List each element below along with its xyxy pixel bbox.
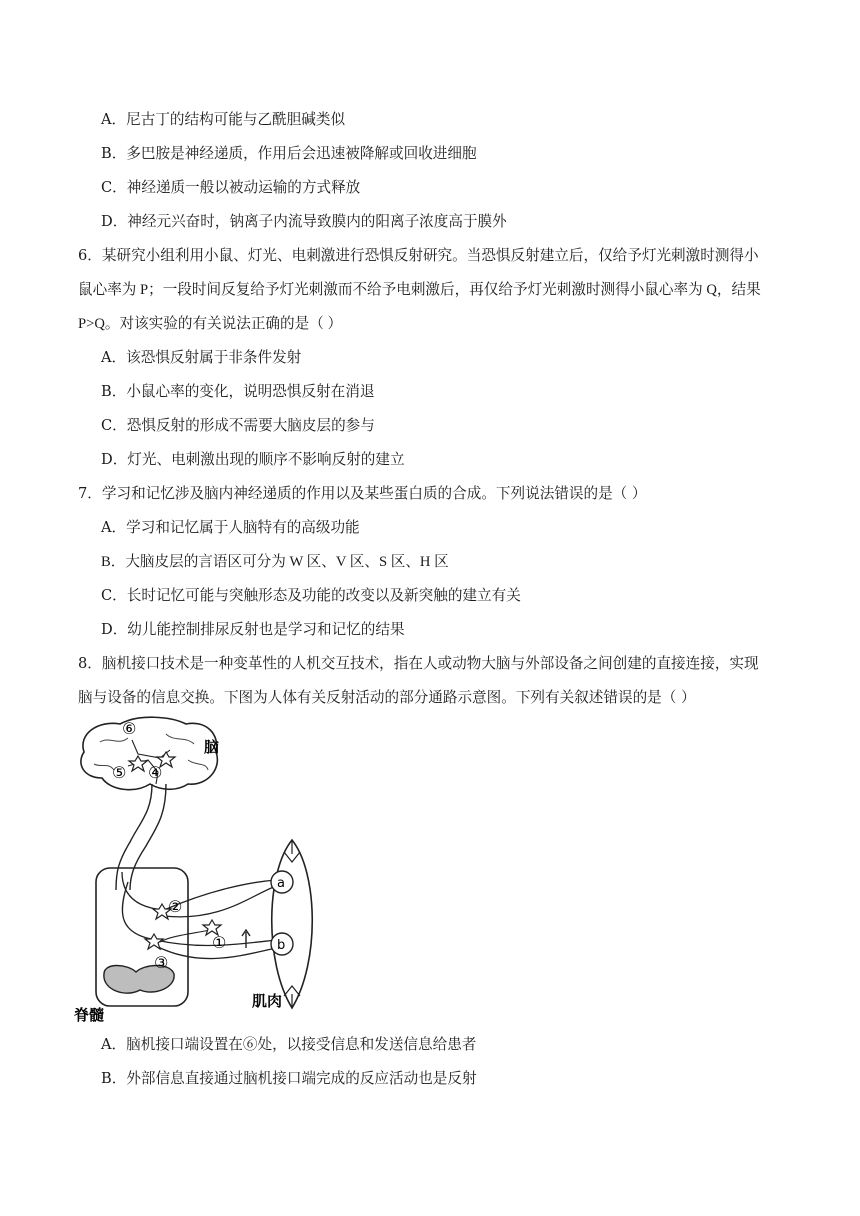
q6-option-c: C．恐惧反射的形成不需要大脑皮层的参与 xyxy=(101,417,375,434)
q7-option-d: D．幼儿能控制排尿反射也是学习和记忆的结果 xyxy=(101,621,405,638)
q5-option-c: C．神经递质一般以被动运输的方式释放 xyxy=(101,179,361,196)
reflex-pathway-diagram xyxy=(70,712,360,1024)
q5-option-d: D．神经元兴奋时，钠离子内流导致膜内的阳离子浓度高于膜外 xyxy=(101,213,507,230)
label-spinal-cord: 脊髓 xyxy=(74,1006,105,1024)
q5-option-a: A．尼古丁的结构可能与乙酰胆碱类似 xyxy=(101,111,346,128)
q5-option-b: B．多巴胺是神经递质，作用后会迅速被降解或回收进细胞 xyxy=(101,145,477,162)
label-n5: ⑤ xyxy=(112,763,127,782)
q6-option-a: A．该恐惧反射属于非条件发射 xyxy=(101,349,302,366)
label-muscle: 肌肉 xyxy=(252,992,283,1010)
neuron-star-3 xyxy=(145,934,163,949)
label-n3: ③ xyxy=(154,953,169,972)
q6-stem-line-2: 鼠心率为 P；一段时间反复给予灯光刺激而不给予电刺激后，再仅给予灯光刺激时测得小鼠心率为 Q，结果 xyxy=(78,282,761,298)
q8-stem-line-2: 脑与设备的信息交换。下图为人体有关反射活动的部分通路示意图。下列有关叙述错误的是（ ） xyxy=(78,689,696,706)
q7-option-a: A．学习和记忆属于人脑特有的高级功能 xyxy=(101,519,360,536)
q6-option-d: D．灯光、电刺激出现的顺序不影响反射的建立 xyxy=(101,451,405,468)
label-n1: ① xyxy=(212,933,227,952)
label-b: b xyxy=(277,938,286,953)
q6-option-b: B．小鼠心率的变化，说明恐惧反射在消退 xyxy=(101,383,375,400)
label-a: a xyxy=(277,876,285,891)
label-n6: ⑥ xyxy=(122,719,137,738)
label-brain: 脑 xyxy=(204,738,220,756)
q8-stem-line-1: 8．脑机接口技术是一种变革性的人机交互技术，指在人或动物大脑与外部设备之间创建的直接连接，实现 xyxy=(78,655,759,672)
q8-option-a: A．脑机接口端设置在⑥处，以接受信息和发送信息给患者 xyxy=(101,1036,477,1053)
label-n4: ④ xyxy=(148,763,163,782)
signal-arrow xyxy=(242,930,250,948)
neuron-star-5 xyxy=(129,756,147,771)
q6-stem-line-1: 6．某研究小组利用小鼠、灯光、电刺激进行恐惧反射研究。当恐惧反射建立后，仅给予灯光刺激时测得小 xyxy=(78,247,759,264)
muscle-outline xyxy=(272,840,313,1008)
q7-stem-line-1: 7．学习和记忆涉及脑内神经递质的作用以及某些蛋白质的合成。下列说法错误的是（ ） xyxy=(78,485,647,502)
q7-option-b: B．大脑皮层的言语区可分为 W 区、V 区、S 区、H 区 xyxy=(101,554,449,570)
q6-stem-line-3: P>Q。对该实验的有关说法正确的是（ ） xyxy=(78,316,343,332)
label-n2: ② xyxy=(168,897,183,916)
q8-option-b: B．外部信息直接通过脑机接口端完成的反应活动也是反射 xyxy=(101,1070,477,1087)
q7-option-c: C．长时记忆可能与突触形态及功能的改变以及新突触的建立有关 xyxy=(101,587,521,604)
